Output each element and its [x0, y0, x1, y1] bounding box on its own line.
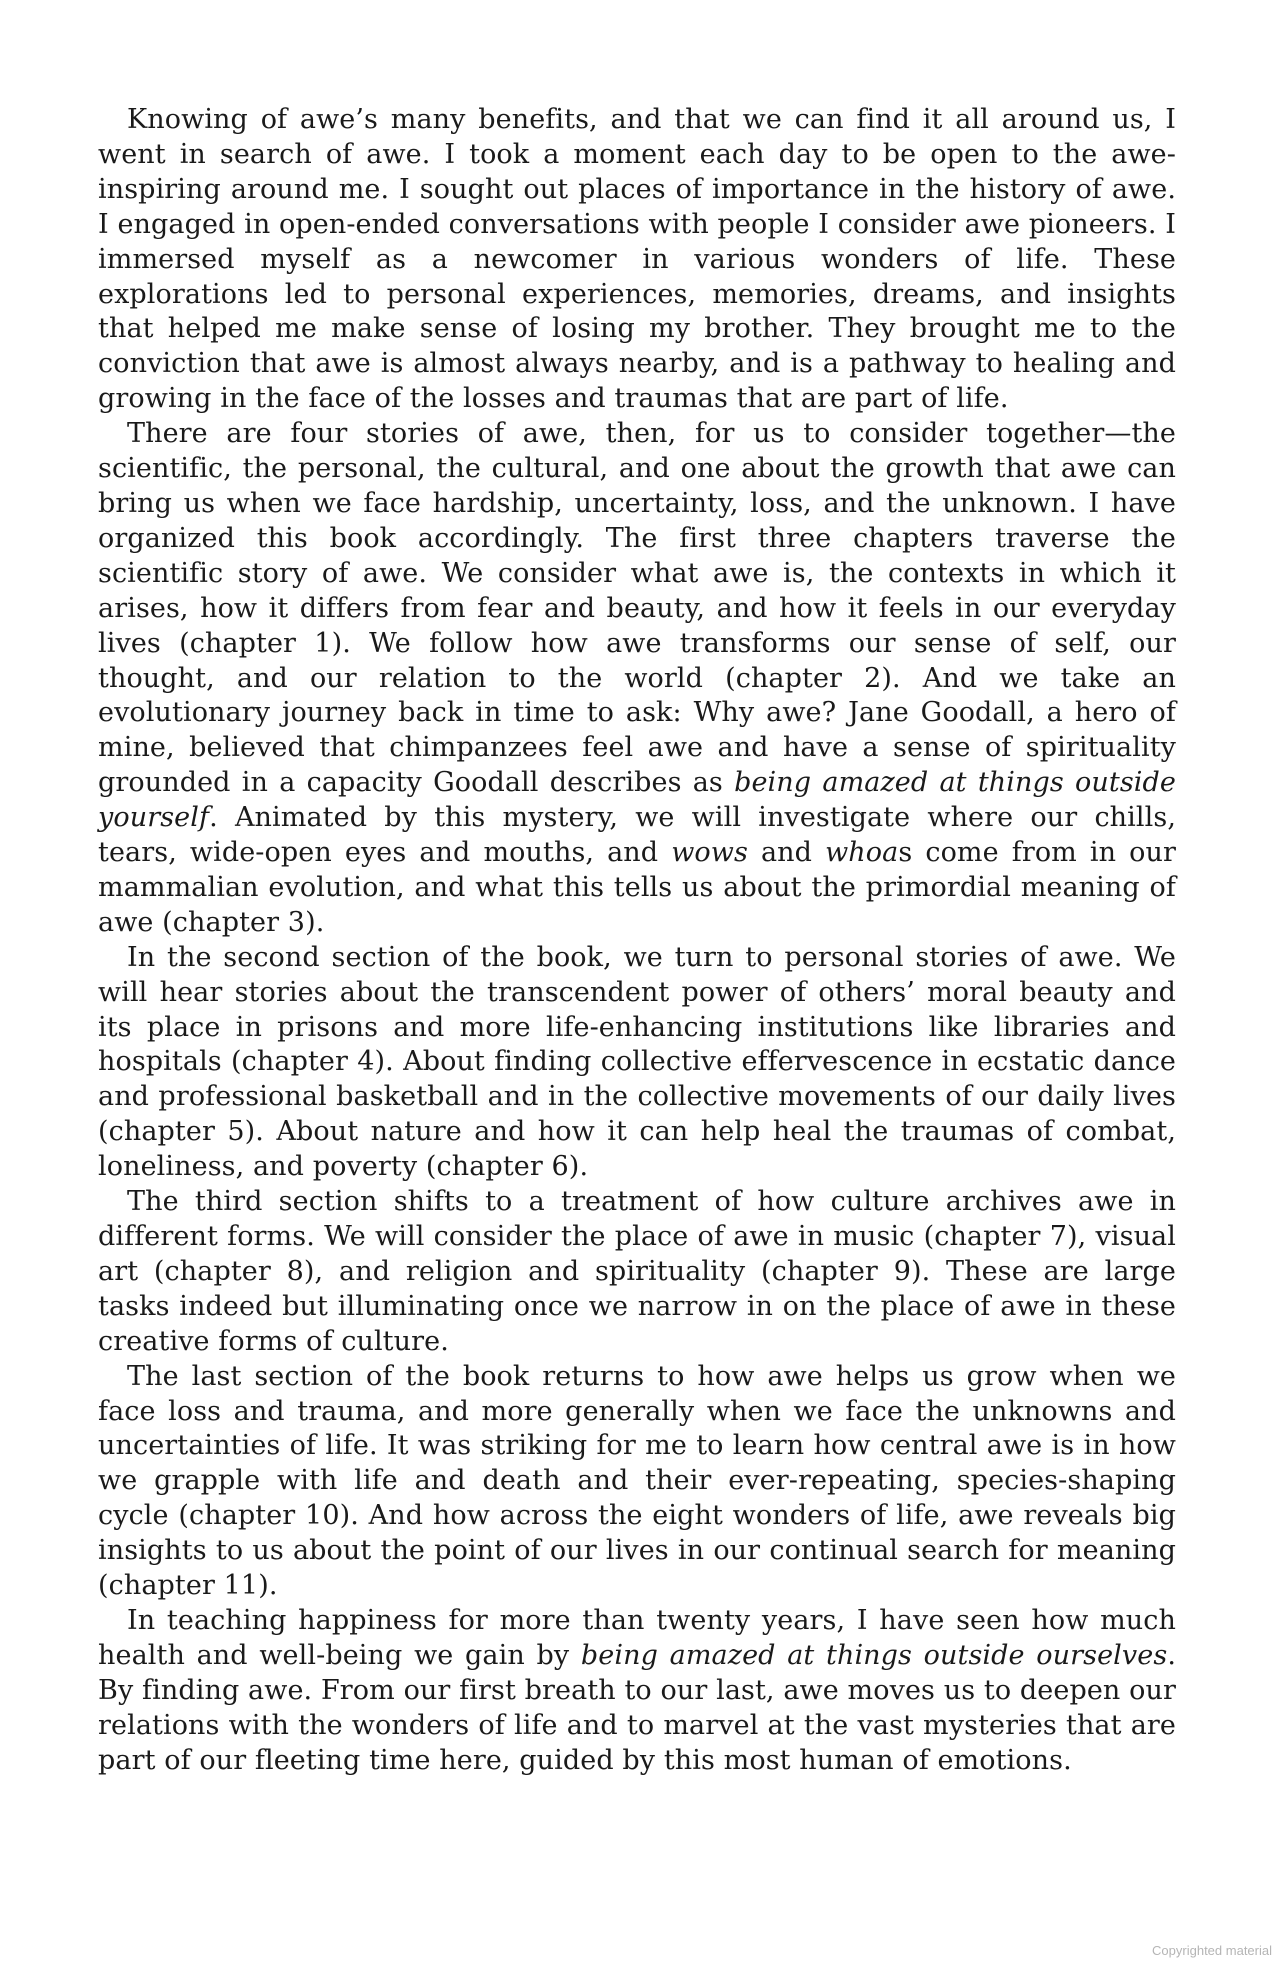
text-run: and	[747, 837, 826, 869]
paragraph-third-section	[98, 1185, 1176, 1360]
paragraph-search-of-awe	[98, 103, 1176, 417]
text-run: . By finding awe. From our first breath to our last, awe moves us to deepen our relations with the wonders of life and to marvel at the vast mysteries that are part of our fleeting time here, guided by this most human of emotions.	[98, 1639, 1176, 1776]
paragraph-teaching-happiness	[98, 1604, 1176, 1779]
italic-run: wows	[671, 837, 748, 869]
paragraph-last-section	[98, 1360, 1176, 1604]
paragraph-second-section	[98, 941, 1176, 1185]
italic-run: being amazed at things outside ourselves	[580, 1639, 1168, 1671]
copyright-watermark: Copyrighted material	[1152, 1943, 1272, 1958]
text-run: s come from in our mammalian evolution, and what this tells us about the primordial meaning of awe (chapter 3).	[98, 837, 1177, 938]
text-run: In teaching happiness for more than twenty years, I have seen how much health and well-being we gain by	[98, 1604, 1176, 1671]
text-run: . Animated by this mystery, we will investigate where our chills, tears, wide-open eyes and mouths, and	[98, 802, 1176, 869]
italic-run: whoa	[825, 837, 899, 869]
italic-run: being amazed at things outside yourself	[98, 767, 1176, 834]
book-page-body	[98, 103, 1176, 1779]
text-run: The last section of the book returns to how awe helps us grow when we face loss and trauma, and more generally when we face the unknowns and uncertainties of life. It was striking for me to learn how central awe is in how we grapple with life and death and their ever-repeating, species-shaping cycle (chapter 10). And how across the eight wonders of life, awe reveals big insights to us about the point of our lives in our continual search for meaning (chapter 11).	[98, 1360, 1176, 1602]
text-run: Knowing of awe’s many benefits, and that we can find it all around us, I went in search of awe. I took a moment each day to be open to the awe-inspiring around me. I sought out places of importance in the history of awe. I engaged in open-ended conversations with people I consider awe pioneers. I immersed myself as a newcomer in various wonders of life. These explorations led to personal experiences, memories, dreams, and insights that helped me make sense of losing my brother. They brought me to the conviction that awe is almost always nearby, and is a pathway to healing and growing in the face of the losses and traumas that are part of life.	[98, 104, 1176, 415]
paragraph-four-stories	[98, 417, 1176, 941]
text-run: In the second section of the book, we turn to personal stories of awe. We will hear stories about the transcendent power of others’ moral beauty and its place in prisons and more life-enhancing institutions like libraries and hospitals (chapter 4). About finding collective effervescence in ecstatic dance and professional basketball and in the collective movements of our daily lives (chapter 5). About nature and how it can help heal the traumas of combat, loneliness, and poverty (chapter 6).	[98, 941, 1176, 1183]
text-run: The third section shifts to a treatment of how culture archives awe in different forms. We will consider the place of awe in music (chapter 7), visual art (chapter 8), and religion and spirituality (chapter 9). These are large tasks indeed but illuminating once we narrow in on the place of awe in these creative forms of culture.	[98, 1186, 1176, 1357]
text-run: There are four stories of awe, then, for us to consider together—the scientific, the personal, the cultural, and one about the growth that awe can bring us when we face hardship, uncertainty, loss, and the unknown. I have organized this book accordingly. The first three chapters traverse the scientific story of awe. We consider what awe is, the contexts in which it arises, how it differs from fear and beauty, and how it feels in our everyday lives (chapter 1). We follow how awe transforms our sense of self, our thought, and our relation to the world (chapter 2). And we take an evolutionary journey back in time to ask: Why awe? Jane Goodall, a hero of mine, believed that chimpanzees feel awe and have a sense of spirituality grounded in a capacity Goodall describes as	[98, 418, 1176, 799]
